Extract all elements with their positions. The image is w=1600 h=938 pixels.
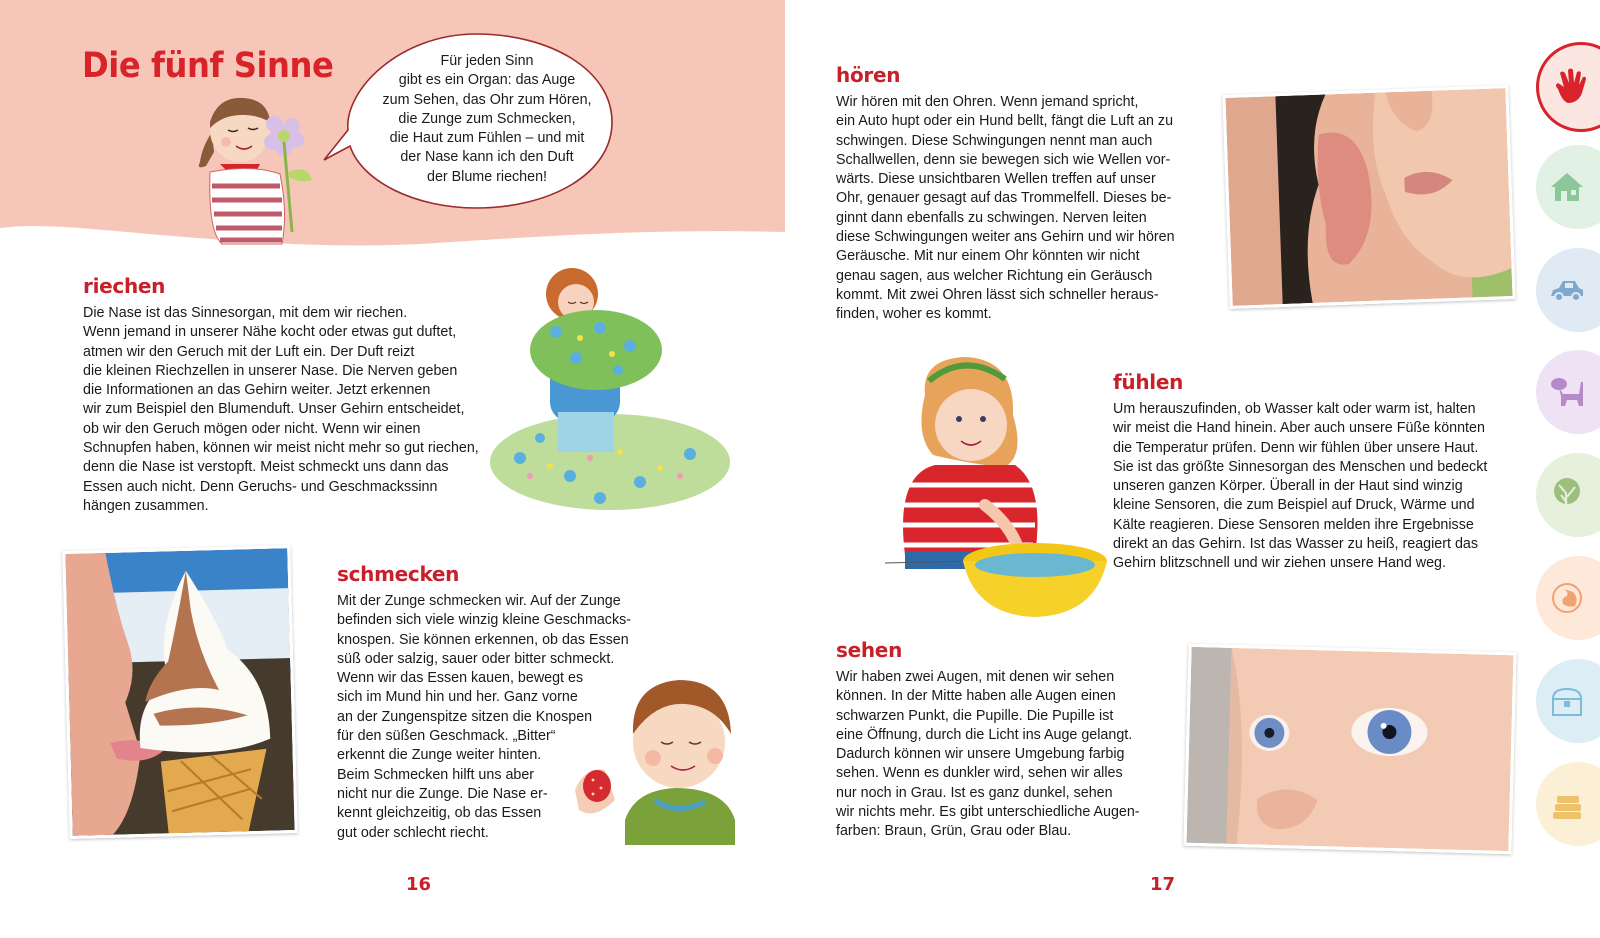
section-text-sehen: Wir haben zwei Augen, mit denen wir sehen können. In der Mitte haben alle Augen einen schwarzen Punkt, die Pupille. Die Pupille ist eine Öffnung, durch die Licht ins Auge gelangt. Dadurch können wir unsere Umgebung farbig sehen. Wenn es dunkler wird, sehen wir alles nur noch in Grau. Ist es ganz dunkel, sehen wir nichts mehr. Es gibt unterschiedliche Augen- farben: Braun, Grün, Grau oder Blau.	[836, 669, 1140, 840]
books-icon	[1547, 784, 1587, 824]
chapter-tab-car[interactable]	[1536, 248, 1600, 332]
girl-smelling-flower-illustration	[192, 92, 322, 247]
house-icon	[1547, 167, 1587, 207]
chapter-tab-hand[interactable]	[1536, 42, 1600, 132]
girl-testing-water-illustration	[885, 355, 1115, 625]
section-text-hoeren: Wir hören mit den Ohren. Wenn jemand spricht, ein Auto hupt oder ein Hund bellt, fängt die Luft an zu schwingen. Diese Schwingungen nennt man auch Schallwellen, denn sie bewegen sich wie Wellen vor- wärts. Diese unsichtbaren Wellen treffen auf unser Ohr, genauer gesagt auf das Trommelfell. Dieses be- ginnt dann ebenfalls zu schwingen. Nerven leiten diese Schwingungen weiter ans Gehirn und wir hören Geräusche. Mit nur einem Ohr könnten wir nicht genau sagen, aus welcher Richtung ein Geräusch kommt. Mit zwei Ohren lässt sich schneller heraus- finden, woher es kommt.	[836, 94, 1175, 323]
tree-icon	[1547, 475, 1587, 515]
section-heading-schmecken: schmecken	[337, 562, 460, 586]
chapter-tab-books[interactable]	[1536, 762, 1600, 846]
section-text-schmecken: Mit der Zunge schmecken wir. Auf der Zunge befinden sich viele winzig kleine Geschmacks- knospen. Sie können erkennen, ob das Essen süß oder salzig, sauer oder bitter schmeckt. Wenn wir das Essen kauen, bewegt es sich im Mund hin und her. Ganz vorne an der Zungenspitze sitzen die Knospen für den süßen Geschmack. „Bitter“ erkennt die Zunge weiter hinten. Beim Schmecken hilft uns aber nicht nur die Zunge. Die Nase er- kennt gleichzeitig, ob das Essen gut oder schlecht riecht.	[337, 593, 632, 841]
dog-icon	[1547, 372, 1587, 412]
child-with-flowers-illustration	[480, 262, 740, 522]
hand-icon	[1550, 67, 1590, 107]
ice-cream-photo	[62, 545, 297, 839]
section-heading-sehen: sehen	[836, 638, 903, 662]
page-number-right: 17	[1150, 874, 1176, 895]
chapter-tab-tree[interactable]	[1536, 453, 1600, 537]
section-text-riechen: Die Nase ist das Sinnesorgan, mit dem wir riechen. Wenn jemand in unserer Nähe kocht oder etwas gut duftet, atmen wir den Geruch mit der Luft ein. Der Duft reizt die kleinen Riechzellen in unserer Nase. Die Nerven geben die Informationen an das Gehirn weiter. Jetzt erkennen wir zum Beispiel den Blumenduft. Unser Gehirn entscheidet, ob wir den Geruch mögen oder nicht. Wenn wir einen Schnupfen haben, können wir meist nicht mehr so gut riechen, denn die Nase ist verstopft. Meist schmeckt uns dann das Essen auch nicht. Denn Geruchs- und Geschmackssinn hängen zusammen.	[83, 305, 479, 514]
boy-eating-strawberry-illustration	[575, 670, 740, 845]
speech-bubble-text: Für jeden Sinn gibt es ein Organ: das Auge zum Sehen, das Ohr zum Hören, die Zunge zum Schmecken, die Haut zum Fühlen – und mit der Nase kann ich den Duft der Blume riechen!	[382, 53, 592, 185]
page-title: Die fünf Sinne	[82, 46, 334, 86]
chapter-tab-house[interactable]	[1536, 145, 1600, 229]
chapter-tab-globe[interactable]	[1536, 556, 1600, 640]
section-heading-riechen: riechen	[83, 274, 166, 298]
section-heading-hoeren: hören	[836, 63, 901, 87]
section-text-fuehlen: Um herauszufinden, ob Wasser kalt oder warm ist, halten wir meist die Hand hinein. Aber auch unsere Füße könnten die Temperatur prüfen. Denn wir fühlen über unsere Haut. Sie ist das größte Sinnesorgan des Menschen und bedeckt unseren ganzen Körper. Überall in der Haut sind winzig kleine Sensoren, die zum Beispiel auf Druck, Wärme und Kälte reagieren. Diese Sensoren melden ihre Ergebnisse direkt an das Gehirn. Ist das Wasser zu heiß, reagiert das Gehirn blitzschnell und wir ziehen unsere Hand weg.	[1113, 401, 1488, 572]
car-icon	[1547, 270, 1587, 310]
globe-icon	[1547, 578, 1587, 618]
page-number-left: 16	[406, 874, 432, 895]
section-heading-fuehlen: fühlen	[1113, 370, 1184, 394]
chapter-tab-treasure-chest[interactable]	[1536, 659, 1600, 743]
whisper-ear-photo	[1222, 85, 1515, 309]
baby-eyes-photo	[1183, 644, 1516, 855]
chapter-tab-dog[interactable]	[1536, 350, 1600, 434]
treasure-chest-icon	[1547, 681, 1587, 721]
